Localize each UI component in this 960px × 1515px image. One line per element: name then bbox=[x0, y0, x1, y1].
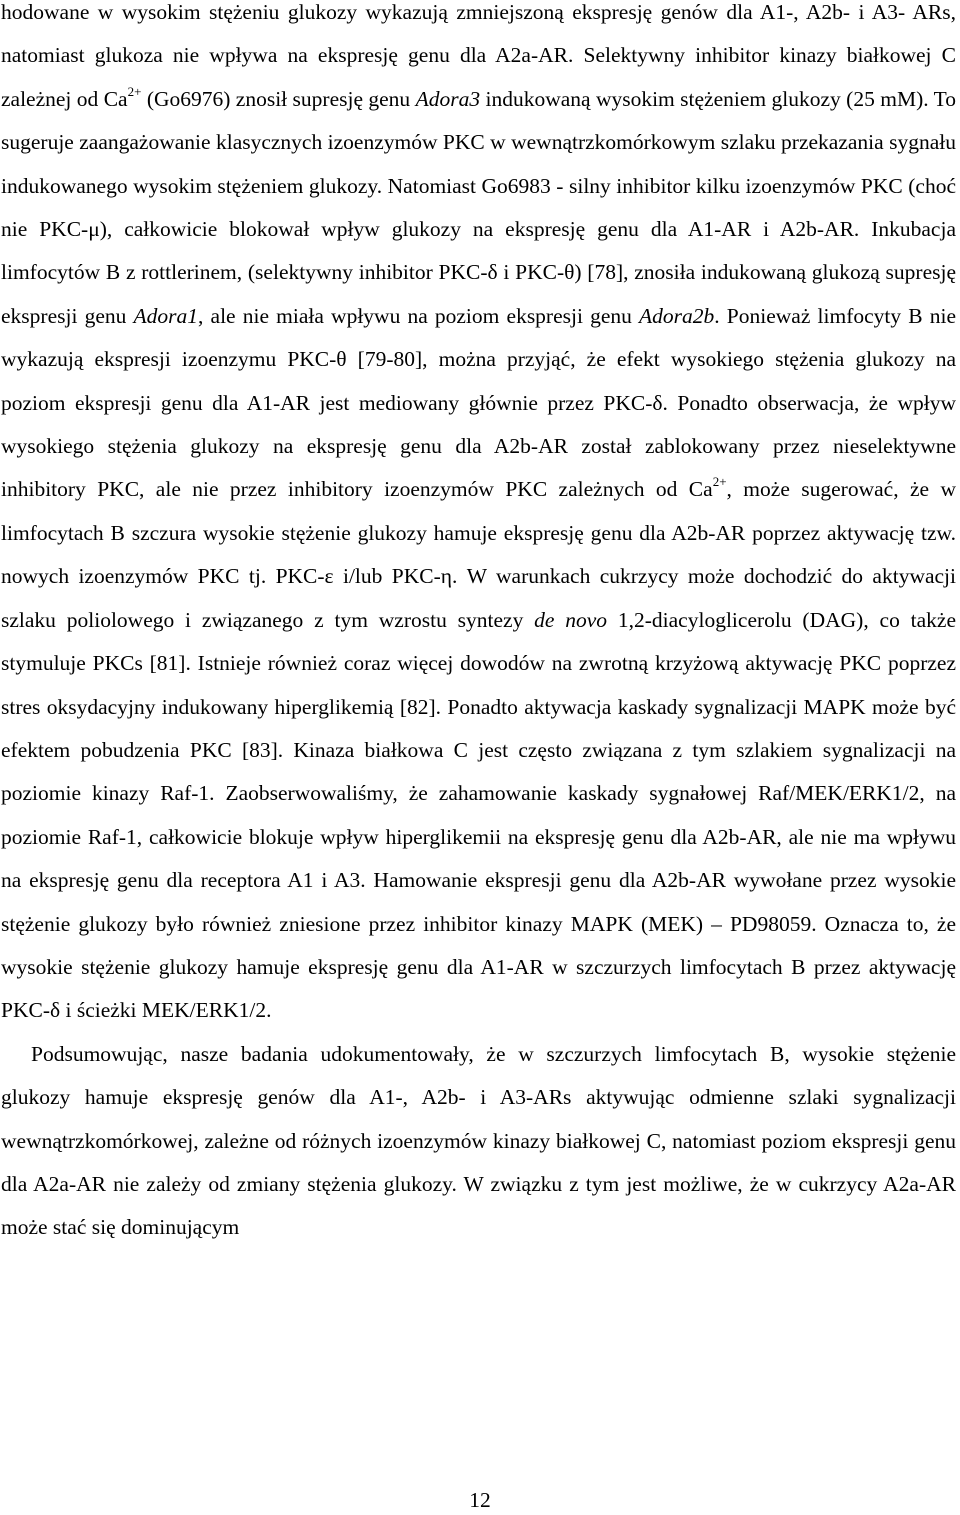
superscript: 2+ bbox=[127, 83, 142, 99]
page-number: 12 bbox=[469, 1488, 491, 1512]
italic-text: Adora2b bbox=[639, 303, 715, 328]
text-segment: , może sugerować, że w limfocytach B szczura wysokie stężenie glukozy hamuje ekspresję genu dla A2b-AR poprzez aktywację tzw. nowych izoenzymów PKC tj. PKC-ε i/lub PKC-η. W warunkach cukrzycy może dochodzić do aktywacji szlaku poliolowego i związanego z tym wzrostu syntezy bbox=[1, 477, 956, 632]
italic-text: de novo bbox=[534, 607, 608, 632]
text-segment: (Go6976) znosił supresję genu bbox=[141, 86, 416, 111]
text-segment: . Ponieważ limfocyty B nie wykazują ekspresji izoenzymu PKC-θ [79-80], można przyjąć, że efekt wysokiego stężenia glukozy na poziom ekspresji genu dla A1-AR jest mediowany głównie przez PKC-δ. Ponadto obserwacja, że wpływ wysokiego stężenia glukozy na ekspresję genu dla A2b-AR został zablokowany przez nieselektywne inhibitory PKC, ale nie przez inhibitory izoenzymów PKC zależnych od Ca bbox=[1, 303, 957, 502]
text-segment: indukowaną wysokim stężeniem glukozy (25 mM). To sugeruje zaangażowanie klasycznych izoenzymów PKC w wewnątrzkomórkowym szlaku przekazania sygnału indukowanego wysokim stężeniem glukozy. Natomiast Go6983 - silny inhibitor kilku izoenzymów PKC (choć nie PKC-μ), całkowicie blokował wpływ glukozy na ekspresję genu dla A1-AR i A2b-AR. Inkubacja limfocytów B z rottlerinem, (selektywny inhibitor PKC-δ i PKC-θ) [78], znosiła indukowaną glukozą supresję ekspresji genu bbox=[1, 86, 956, 328]
text-segment: 1,2-diacyloglicerolu (DAG), co także stymuluje PKCs [81]. Istnieje również coraz więcej dowodów na zwrotną krzyżową aktywację PKC poprzez stres oksydacyjny indukowany hiperglikemią [82]. Ponadto aktywacja kaskady sygnalizacji MAPK może być efektem pobudzenia PKC [83]. Kinaza białkowa C jest często związana z tym szlakiem sygnalizacji na poziomie kinazy Raf-1. Zaobserwowaliśmy, że zahamowanie kaskady sygnałowej Raf/MEK/ERK1/2, na poziomie Raf-1, całkowicie blokuje wpływ hiperglikemii na ekspresję genu dla A2b-AR, ale nie ma wpływu na ekspresję genu dla receptora A1 i A3. Hamowanie ekspresji genu dla A2b-AR wywołane przez wysokie stężenie glukozy było również zniesione przez inhibitor kinazy MAPK (MEK) – PD98059. Oznacza to, że wysokie stężenie glukozy hamuje ekspresję genu dla A1-AR w szczurzych limfocytach B przez aktywację PKC-δ i ścieżki MEK/ERK1/2. bbox=[1, 607, 956, 1023]
paragraph bbox=[1, 0, 956, 1033]
text-segment: , ale nie miała wpływu na poziom ekspresji genu bbox=[198, 303, 640, 328]
italic-text: Adora1 bbox=[133, 303, 199, 328]
text-segment: Podsumowując, nasze badania udokumentowały, że w szczurzych limfocytach B, wysokie stężenie glukozy hamuje ekspresję genów dla A1-, A2b- i A3-ARs aktywując odmienne szlaki sygnalizacji wewnątrzkomórkowej, zależne od różnych izoenzymów kinazy białkowej C, natomiast poziom ekspresji genu dla A2a-AR nie zależy od zmiany stężenia glukozy. W związku z tym jest możliwe, że w cukrzycy A2a-AR może stać się dominującym bbox=[1, 1041, 956, 1240]
body-text bbox=[1, 0, 956, 1250]
text-segment: hodowane w wysokim stężeniu glukozy wykazują zmniejszoną ekspresję genów dla A1-, A2b- i A3- ARs, natomiast glukoza nie wpływa na ekspresję genu dla A2a-AR. Selektywny inhibitor kinazy białkowej C zależnej od Ca bbox=[1, 0, 956, 111]
italic-text: Adora3 bbox=[415, 86, 481, 111]
superscript: 2+ bbox=[712, 474, 727, 490]
paragraph bbox=[1, 1033, 956, 1250]
